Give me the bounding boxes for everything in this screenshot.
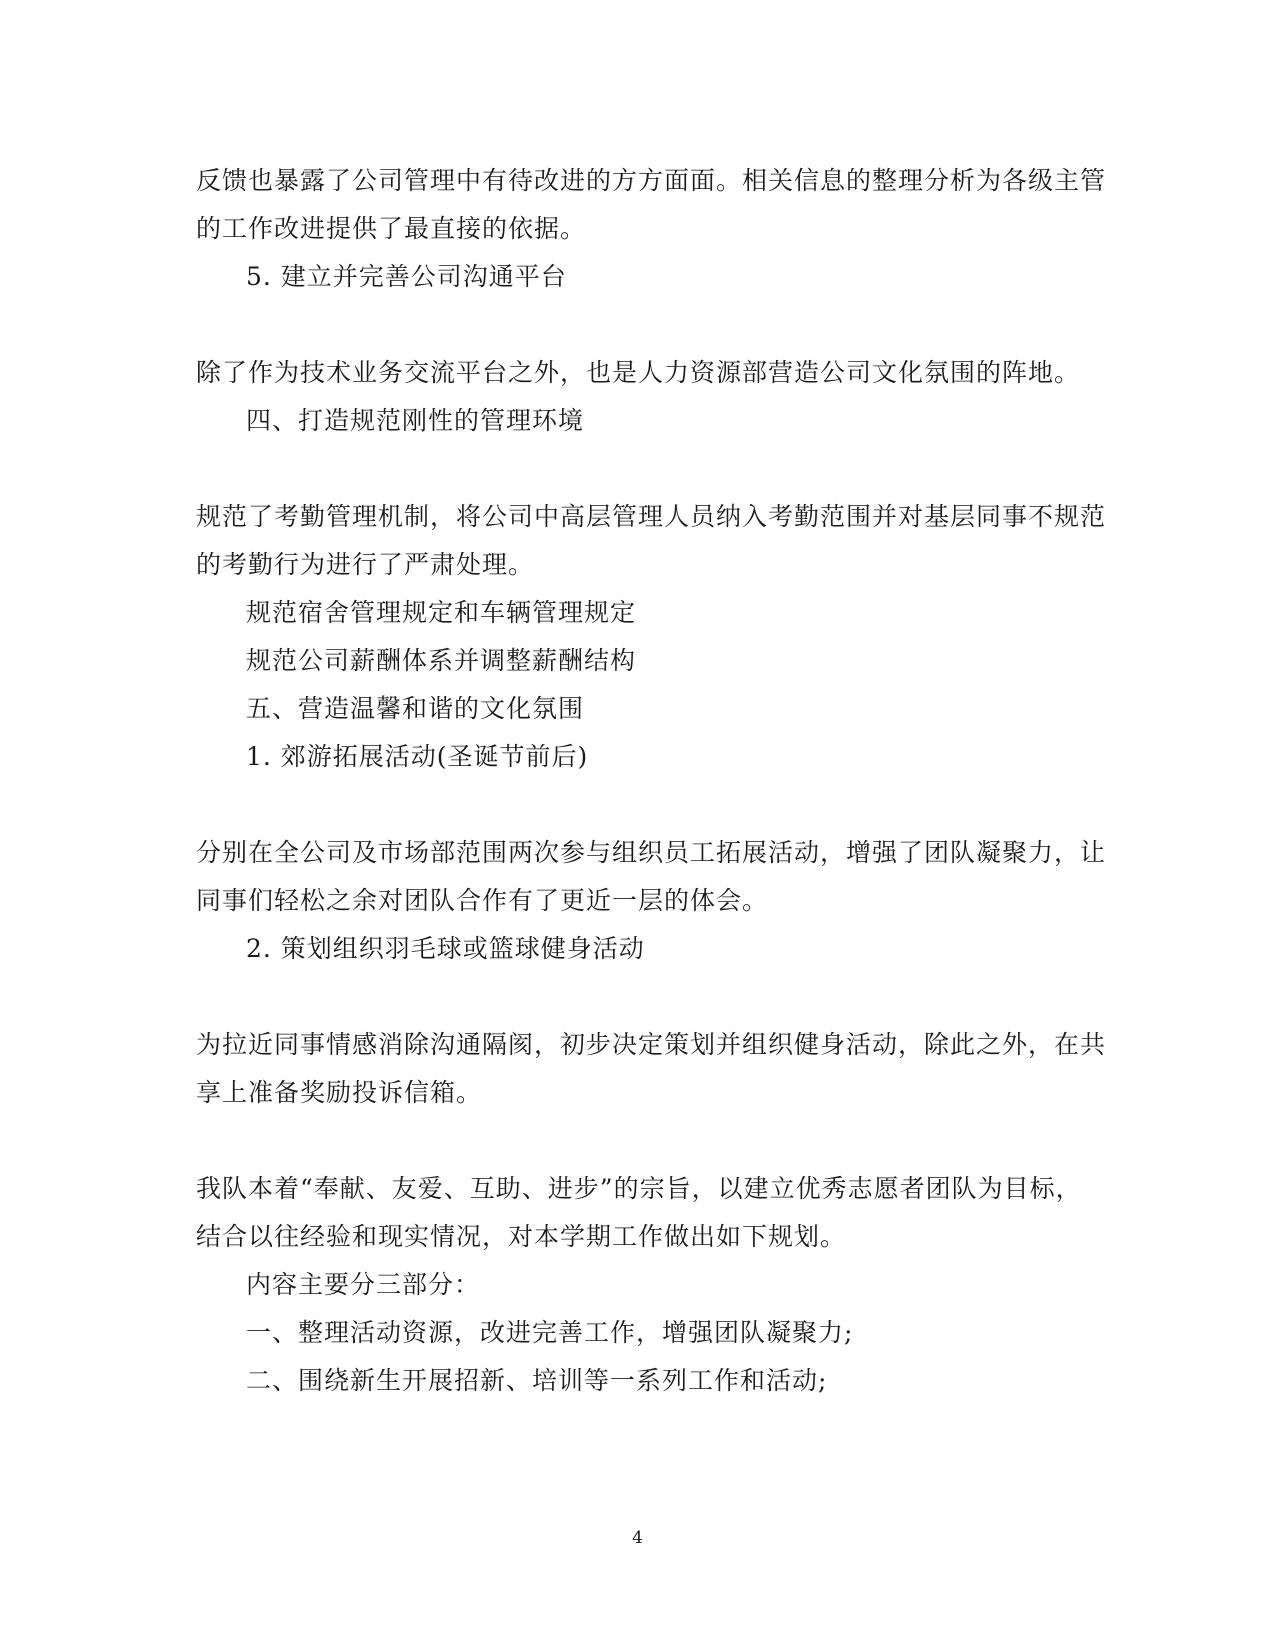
paragraph-line: 我队本着“奉献、友爱、互助、进步”的宗旨，以建立优秀志愿者团队为目标， [196,1174,1082,1203]
paragraph-line: 除了作为技术业务交流平台之外，也是人力资源部营造公司文化氛围的阵地。 [196,358,1081,387]
section-heading: 四、打造规范刚性的管理环境 [246,406,585,435]
section-heading: 2. 策划组织羽毛球或篮球健身活动 [246,934,645,963]
paragraph-line: 为拉近同事情感消除沟通隔阂，初步决定策划并组织健身活动，除此之外，在共 [196,1030,1107,1059]
paragraph-line: 享上准备奖励投诉信箱。 [196,1078,483,1107]
paragraph-line: 同事们轻松之余对团队合作有了更近一层的体会。 [196,886,769,915]
list-item: 二、围绕新生开展招新、培训等一系列工作和活动; [246,1366,828,1395]
list-item: 规范宿舍管理规定和车辆管理规定 [246,598,637,627]
section-heading: 1. 郊游拓展活动(圣诞节前后) [246,742,589,771]
paragraph-line: 内容主要分三部分： [246,1270,481,1299]
paragraph-line: 结合以往经验和现实情况，对本学期工作做出如下规划。 [196,1222,847,1251]
paragraph-line: 分别在全公司及市场部范围两次参与组织员工拓展活动，增强了团队凝聚力，让 [196,838,1107,867]
paragraph-line: 的考勤行为进行了严肃处理。 [196,550,535,579]
section-heading: 5. 建立并完善公司沟通平台 [246,262,567,291]
list-item: 规范公司薪酬体系并调整薪酬结构 [246,646,637,675]
list-item: 一、整理活动资源，改进完善工作，增强团队凝聚力; [246,1318,854,1347]
section-heading: 五、营造温馨和谐的文化氛围 [246,694,585,723]
paragraph-line: 反馈也暴露了公司管理中有待改进的方方面面。相关信息的整理分析为各级主管 [196,166,1107,195]
page-number: 4 [632,1528,643,1548]
paragraph-line: 规范了考勤管理机制，将公司中高层管理人员纳入考勤范围并对基层同事不规范 [196,502,1107,531]
paragraph-line: 的工作改进提供了最直接的依据。 [196,214,587,243]
